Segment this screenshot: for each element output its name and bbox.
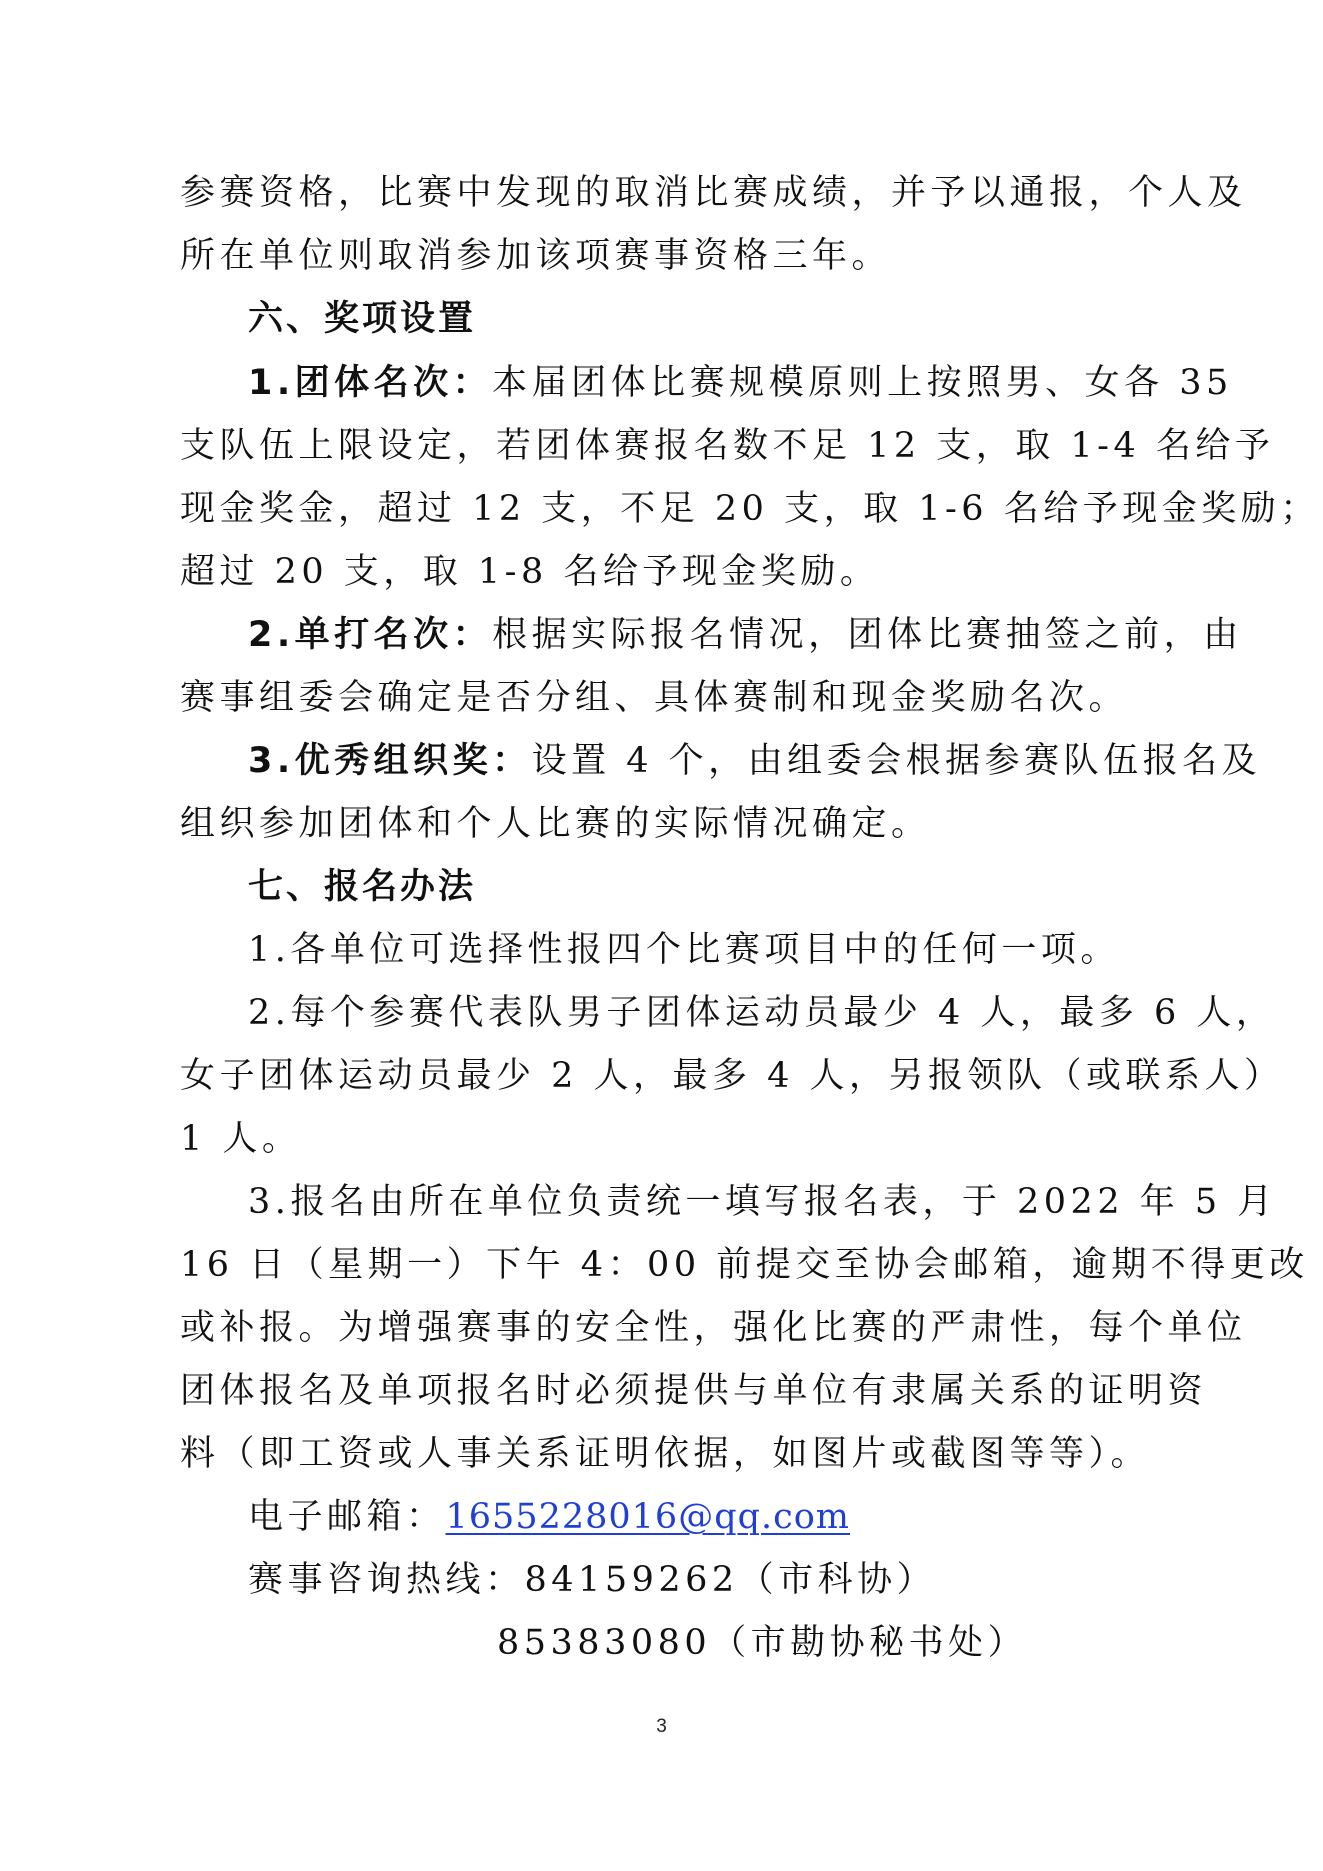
award-item-organization — [248, 738, 1261, 784]
paragraph-line: 现金奖金，超过 12 支，不足 20 支，取 1-6 名给予现金奖励； — [180, 489, 1320, 529]
email-link[interactable]: 1655228016@qq.com — [445, 1497, 850, 1537]
paragraph-line: 所在单位则取消参加该项赛事资格三年。 — [180, 236, 892, 276]
registration-item: 1.各单位可选择性报四个比赛项目中的任何一项。 — [248, 930, 1120, 970]
paragraph-line: 组织参加团体和个人比赛的实际情况确定。 — [180, 804, 931, 844]
hotline-label: 赛事咨询热线： — [248, 1560, 525, 1600]
registration-item: 2.每个参赛代表队男子团体运动员最少 4 人，最多 6 人， — [248, 993, 1276, 1033]
award-item-text: 本届团体比赛规模原则上按照男、女各 35 — [492, 363, 1233, 403]
paragraph-line: 16 日（星期一）下午 4：00 前提交至协会邮箱，逾期不得更改 — [180, 1245, 1309, 1285]
award-item-team — [248, 360, 1233, 406]
award-item-label: 1.团体名次： — [248, 363, 493, 403]
email-label: 电子邮箱： — [248, 1497, 446, 1537]
paragraph-line: 支队伍上限设定，若团体赛报名数不足 12 支，取 1-4 名给予 — [180, 426, 1275, 466]
hotline-number: 85383080（市勘协秘书处） — [497, 1623, 1028, 1663]
paragraph-line: 女子团体运动员最少 2 人，最多 4 人，另报领队（或联系人） — [180, 1056, 1284, 1096]
award-item-label: 3.优秀组织奖： — [248, 741, 532, 781]
section-heading-awards: 六、奖项设置 — [248, 299, 477, 339]
hotline-number: 84159262（市科协） — [524, 1560, 937, 1600]
award-item-label: 2.单打名次： — [248, 615, 493, 655]
page-number: 3 — [656, 1716, 667, 1737]
hotline-line — [248, 1557, 936, 1603]
paragraph-line: 或补报。为增强赛事的安全性，强化比赛的严肃性，每个单位 — [180, 1308, 1247, 1348]
paragraph-line: 料（即工资或人事关系证明依据，如图片或截图等等）。 — [180, 1434, 1151, 1474]
paragraph-line: 赛事组委会确定是否分组、具体赛制和现金奖励名次。 — [180, 678, 1129, 718]
paragraph-line: 1 人。 — [180, 1119, 302, 1159]
award-item-text: 设置 4 个，由组委会根据参赛队伍报名及 — [531, 741, 1262, 781]
paragraph-line: 参赛资格，比赛中发现的取消比赛成绩，并予以通报，个人及 — [180, 173, 1247, 213]
section-heading-registration: 七、报名办法 — [248, 867, 477, 907]
paragraph-line: 团体报名及单项报名时必须提供与单位有隶属关系的证明资 — [180, 1371, 1208, 1411]
paragraph-line: 超过 20 支，取 1-8 名给予现金奖励。 — [180, 552, 880, 592]
award-item-singles — [248, 612, 1243, 658]
email-line — [248, 1494, 850, 1540]
award-item-text: 根据实际报名情况，团体比赛抽签之前，由 — [492, 615, 1243, 655]
registration-item: 3.报名由所在单位负责统一填写报名表，于 2022 年 5 月 — [248, 1182, 1277, 1222]
